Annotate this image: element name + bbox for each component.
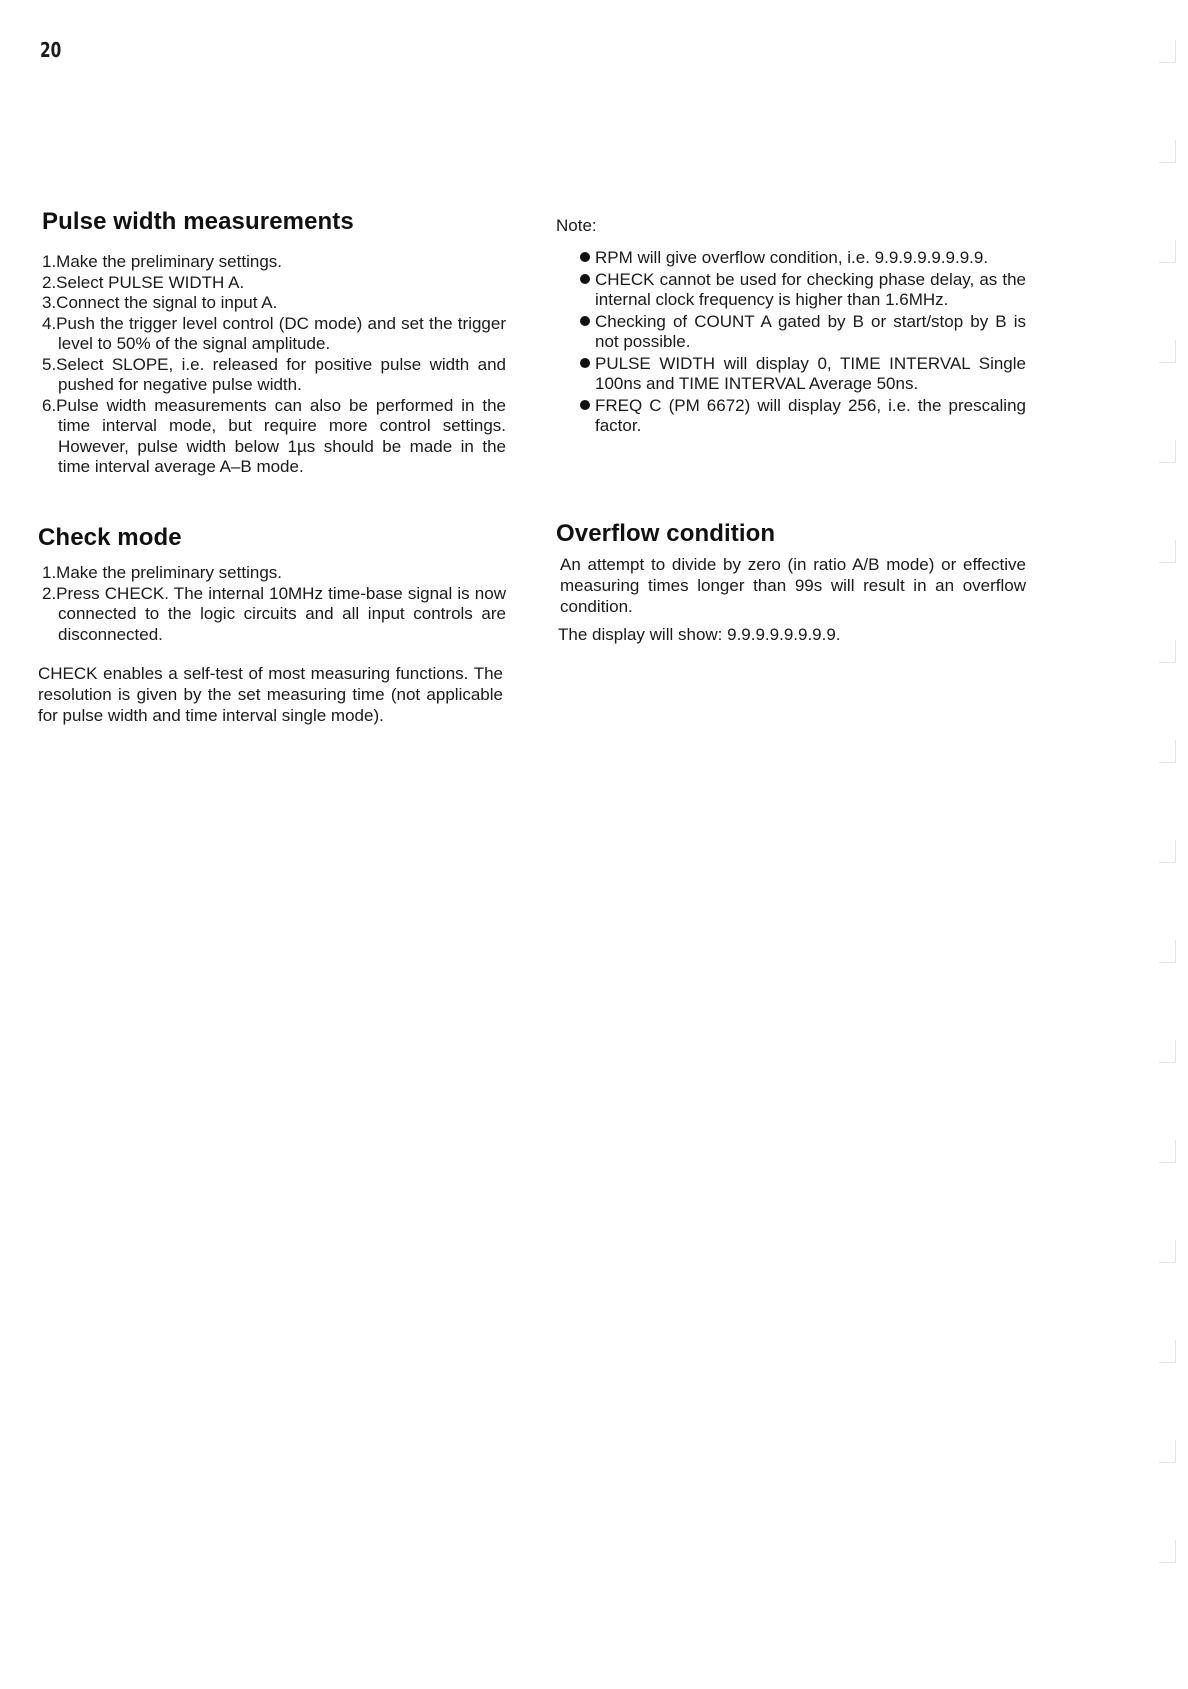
list-item xyxy=(580,354,1026,395)
note-text: Checking of COUNT A gated by B or start/stop by B is not possible. xyxy=(595,311,1026,351)
list-item: 2.Select PULSE WIDTH A. xyxy=(42,272,245,292)
bullet-icon xyxy=(580,274,590,284)
edge-mark xyxy=(1159,1340,1176,1363)
list-item xyxy=(580,312,1026,353)
bullet-icon xyxy=(580,400,590,410)
edge-mark xyxy=(1159,1040,1176,1063)
list-item: 1.Make the preliminary settings. xyxy=(42,563,282,582)
edge-mark xyxy=(1159,740,1176,763)
check-mode-paragraph: CHECK enables a self-test of most measuring functions. The resolution is given by the set measuring time (not applicable for pulse width and time interval single mode). xyxy=(38,664,503,725)
pulse-width-heading: Pulse width measurements xyxy=(42,208,354,235)
edge-mark xyxy=(1159,1140,1176,1163)
note-text: FREQ C (PM 6672) will display 256, i.e. the prescaling factor. xyxy=(595,395,1026,435)
edge-mark xyxy=(1159,440,1176,463)
edge-mark xyxy=(1159,540,1176,563)
edge-mark xyxy=(1159,340,1176,363)
page-number: 20 xyxy=(40,38,62,62)
bullet-icon xyxy=(580,358,590,368)
check-mode-heading: Check mode xyxy=(38,524,182,551)
overflow-paragraph: An attempt to divide by zero (in ratio A/B mode) or effective measuring times longer than 99s will result in an overflow condition. xyxy=(560,555,1026,616)
note-text: RPM will give overflow condition, i.e. 9.9.9.9.9.9.9.9. xyxy=(595,248,989,267)
bullet-icon xyxy=(580,252,590,262)
bullet-icon xyxy=(580,316,590,326)
note-text: PULSE WIDTH will display 0, TIME INTERVAL Single 100ns and TIME INTERVAL Average 50ns. xyxy=(595,353,1026,393)
list-item xyxy=(580,248,1026,269)
list-item xyxy=(580,396,1026,437)
check-mode-steps xyxy=(42,563,506,645)
list-item: 5.Select SLOPE, i.e. released for positive pulse width and pushed for negative pulse width. xyxy=(42,354,506,394)
list-item: 6.Pulse width measurements can also be performed in the time interval mode, but require more control settings. However, pulse width below 1µs should be made in the time interval average A–B mode. xyxy=(42,395,506,476)
overflow-display-text: The display will show: 9.9.9.9.9.9.9.9. xyxy=(558,625,841,644)
list-item: 2.Press CHECK. The internal 10MHz time-base signal is now connected to the logic circuits and all input controls are disconnected. xyxy=(42,583,506,644)
note-label: Note: xyxy=(556,216,597,235)
note-list xyxy=(580,248,1026,438)
note-text: CHECK cannot be used for checking phase delay, as the internal clock frequency is higher than 1.6MHz. xyxy=(595,269,1026,309)
list-item: 4.Push the trigger level control (DC mode) and set the trigger level to 50% of the signal amplitude. xyxy=(42,313,506,353)
list-item: 3.Connect the signal to input A. xyxy=(42,293,278,312)
edge-mark xyxy=(1159,140,1176,163)
edge-mark xyxy=(1159,840,1176,863)
list-item: 1.Make the preliminary settings. xyxy=(42,252,282,271)
page-edge-marks xyxy=(1156,40,1176,1660)
edge-mark xyxy=(1159,240,1176,263)
edge-mark xyxy=(1159,40,1176,63)
pulse-width-steps xyxy=(42,252,506,478)
edge-mark xyxy=(1159,1440,1176,1463)
edge-mark xyxy=(1159,640,1176,663)
edge-mark xyxy=(1159,1240,1176,1263)
list-item xyxy=(580,270,1026,311)
edge-mark xyxy=(1159,940,1176,963)
overflow-heading: Overflow condition xyxy=(556,520,776,547)
edge-mark xyxy=(1159,1540,1176,1563)
